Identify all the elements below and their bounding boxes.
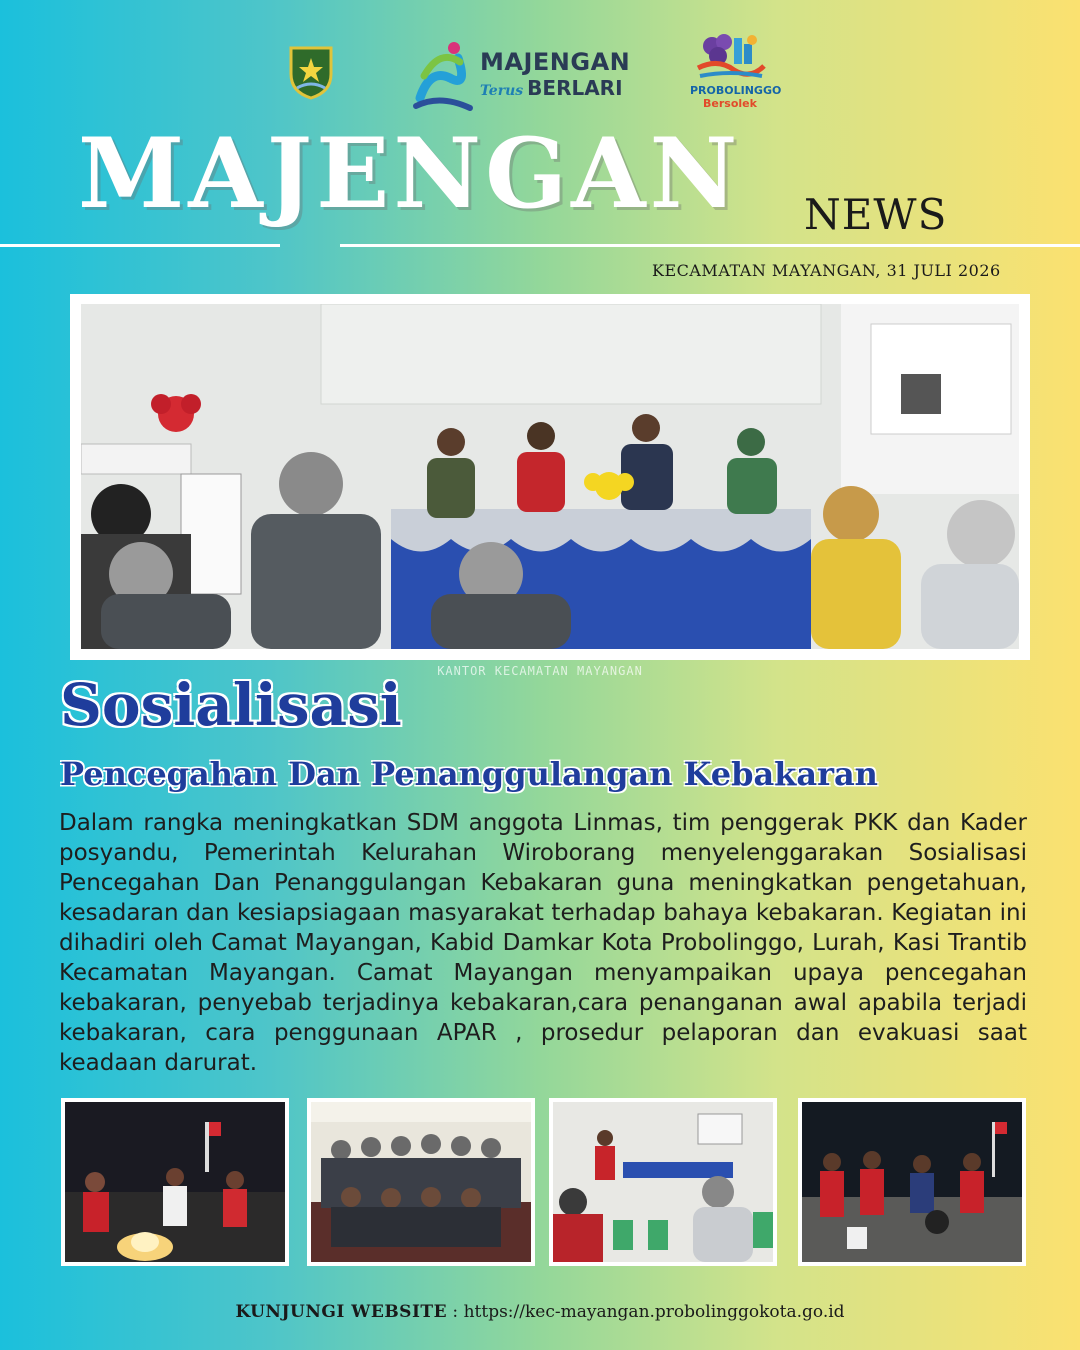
thumbnail-photo-3 xyxy=(549,1098,777,1266)
footer-website xyxy=(0,1302,1080,1322)
footer-url-link[interactable]: https://kec-mayangan.probolinggokota.go.id xyxy=(463,1302,845,1322)
thumbnail-photo-2 xyxy=(307,1098,535,1266)
footer-separator: : xyxy=(447,1302,464,1322)
brand-terus: Terus xyxy=(480,83,524,99)
city-crest-icon xyxy=(287,44,335,100)
masthead-title: MAJENGAN xyxy=(78,117,742,230)
dateline: KECAMATAN MAYANGAN, 31 JULI 2026 xyxy=(652,261,1001,280)
thumbnail-photo-1 xyxy=(61,1098,289,1266)
photo-caption: KANTOR KECAMATAN MAYANGAN xyxy=(437,664,643,678)
footer-label: KUNJUNGI WEBSITE xyxy=(235,1302,448,1322)
article-headline: Sosialisasi xyxy=(60,671,402,739)
masthead-rule-right xyxy=(340,244,1080,247)
majengan-brand-logo xyxy=(410,38,638,116)
masthead-news: NEWS xyxy=(804,190,948,239)
probolinggo-text: PROBOLINGGO xyxy=(690,84,782,97)
brand-berlari: BERLARI xyxy=(527,76,623,100)
bersolek-text: Bersolek xyxy=(703,97,757,110)
brand-line1: MAJENGAN xyxy=(480,48,631,76)
article-body: Dalam rangka meningkatkan SDM anggota Linmas, tim penggerak PKK dan Kader posyandu, Pemerintah Kelurahan Wiroborang menyelenggarakan Sosialisasi Pencegahan Dan Penanggulangan Kebakaran guna meningkatkan pengetahuan, kesadaran dan kesiapsiagaan masyarakat terhadap bahaya kebakaran. Kegiatan ini dihadiri oleh Camat Mayangan, Kabid Damkar Kota Probolinggo, Lurah, Kasi Trantib Kecamatan Mayangan. Camat Mayangan menyampaikan upaya pencegahan kebakaran, penyebab terjadinya kebakaran,cara penanganan awal apabila terjadi kebakaran, cara penggunaan APAR , prosedur pelaporan dan evakuasi saat keadaan darurat. xyxy=(59,810,1027,1076)
probolinggo-bersolek-logo xyxy=(690,30,782,112)
brand-line2 xyxy=(480,76,623,100)
thumbnail-photo-4 xyxy=(798,1098,1026,1266)
masthead-rule-left xyxy=(0,244,280,247)
main-photo xyxy=(81,304,1019,649)
article-subheadline: Pencegahan Dan Penanggulangan Kebakaran xyxy=(60,755,878,793)
